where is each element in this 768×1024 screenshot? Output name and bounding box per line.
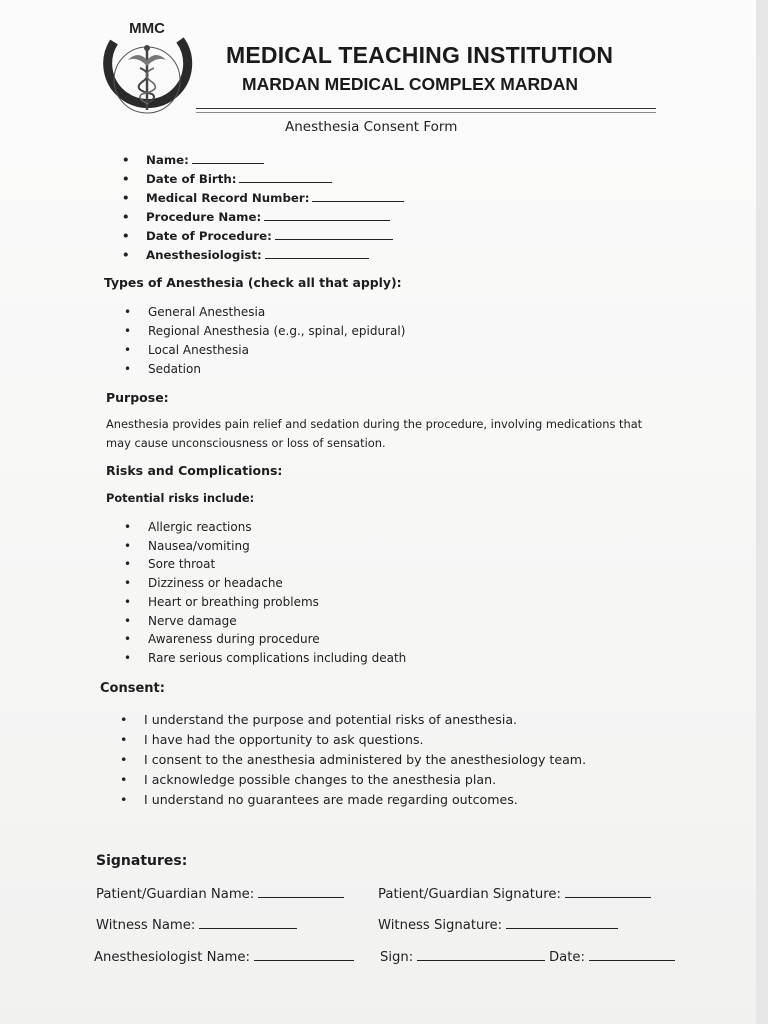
anesthesiologist-blank-line[interactable] [265,247,369,259]
header-divider [196,108,656,109]
sign-line[interactable] [417,948,545,961]
anesthesiologist-name-line[interactable] [254,948,354,961]
anesthesia-types-list [124,303,405,379]
anesthesiologist-name-field[interactable]: Anesthesiologist Name: [94,948,354,965]
form-title: Anesthesia Consent Form [285,119,458,135]
consent-item: • I consent to the anesthesia administered by the anesthesiology team. [120,750,586,770]
header-divider-secondary [196,112,656,113]
sign-field[interactable]: Sign: [380,948,545,965]
patient-field-procedure[interactable]: • Procedure Name: [122,208,404,227]
risk-item: • Allergic reactions [124,518,406,537]
procedure-date-blank-line[interactable] [275,228,393,240]
consent-item: • I acknowledge possible changes to the anesthesia plan. [120,770,586,790]
risk-item: • Nausea/vomiting [124,537,406,556]
consent-item: • I have had the opportunity to ask questions. [120,730,586,750]
witness-name-line[interactable] [199,916,297,929]
type-option[interactable]: • Local Anesthesia [124,341,405,360]
risk-item: • Sore throat [124,555,406,574]
mrn-blank-line[interactable] [312,190,404,202]
logo-text: MMC [129,20,165,37]
consent-item: • I understand the purpose and potential risks of anesthesia. [120,710,586,730]
witness-name-field[interactable]: Witness Name: [96,916,297,933]
patient-name-line[interactable] [258,885,344,898]
risk-item: • Awareness during procedure [124,630,406,649]
witness-signature-field[interactable]: Witness Signature: [378,916,618,933]
purpose-heading: Purpose: [106,390,169,405]
dob-blank-line[interactable] [239,171,332,183]
risk-item: • Heart or breathing problems [124,593,406,612]
risks-subheading: Potential risks include: [106,491,255,505]
signatures-heading: Signatures: [96,853,188,869]
purpose-text: Anesthesia provides pain relief and sedation during the procedure, involving medications that may cause unconsciousness or loss of sensation. [106,417,643,450]
patient-field-procedure-date[interactable]: • Date of Procedure: [122,227,404,246]
patient-info-list [122,151,404,265]
patient-name-field[interactable]: Patient/Guardian Name: [96,885,344,902]
date-line[interactable] [589,948,675,961]
risk-item: • Rare serious complications including death [124,649,406,668]
patient-signature-field[interactable]: Patient/Guardian Signature: [378,885,651,902]
risks-heading: Risks and Complications: [106,463,283,478]
patient-field-anesthesiologist[interactable]: • Anesthesiologist: [122,246,404,265]
risk-item: • Dizziness or headache [124,574,406,593]
patient-signature-line[interactable] [565,885,651,898]
institution-subtitle: MARDAN MEDICAL COMPLEX MARDAN [242,74,579,94]
institution-logo [98,20,196,130]
patient-field-name[interactable]: • Name: [122,151,404,170]
patient-field-dob[interactable]: • Date of Birth: [122,170,404,189]
risk-item: • Nerve damage [124,612,406,631]
consent-list [120,710,586,810]
witness-signature-line[interactable] [506,916,618,929]
type-option[interactable]: • General Anesthesia [124,303,405,322]
procedure-blank-line[interactable] [264,209,390,221]
consent-item: • I understand no guarantees are made regarding outcomes. [120,790,586,810]
patient-field-mrn[interactable]: • Medical Record Number: [122,189,404,208]
risks-list [124,518,406,668]
types-heading: Types of Anesthesia (check all that apply): [104,275,402,290]
institution-title: MEDICAL TEACHING INSTITUTION [226,42,614,68]
page-edge-shadow [756,0,768,1024]
name-blank-line[interactable] [192,152,264,164]
consent-heading: Consent: [100,681,165,696]
date-field[interactable]: Date: [549,948,675,965]
type-option[interactable]: • Regional Anesthesia (e.g., spinal, epidural) [124,322,405,341]
type-option[interactable]: • Sedation [124,360,405,379]
